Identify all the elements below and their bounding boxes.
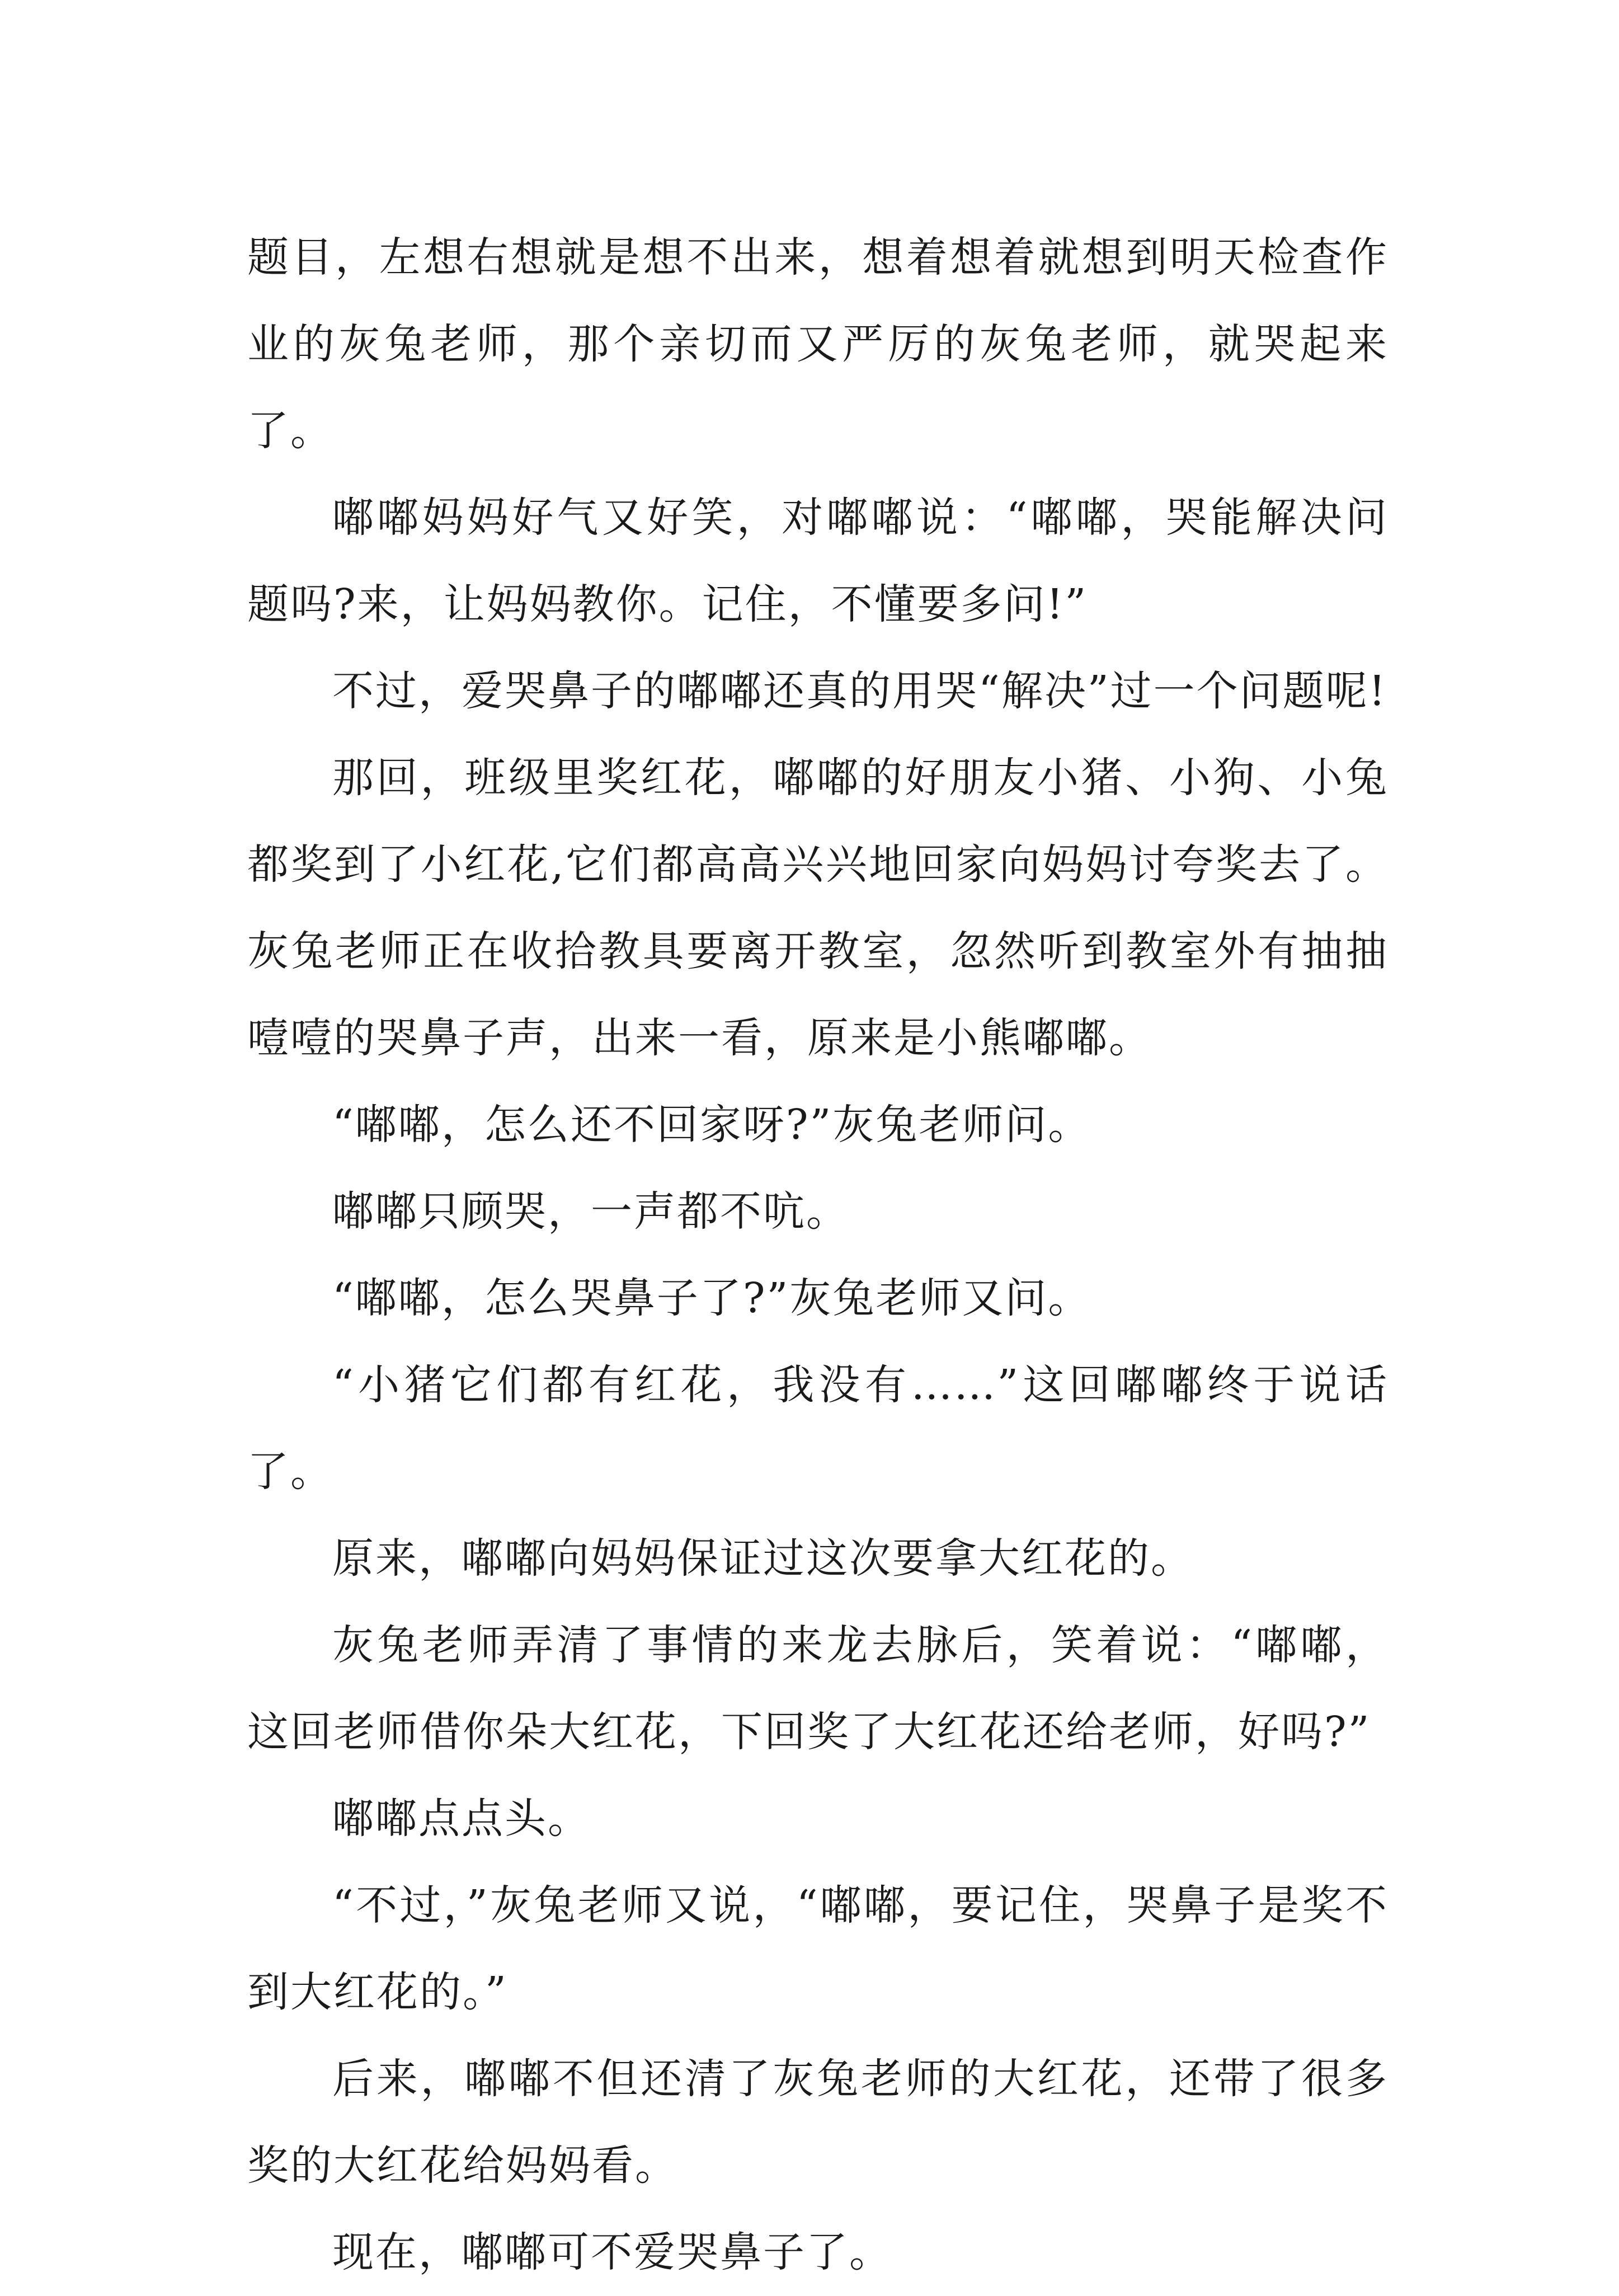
- paragraph-2: 嘟嘟妈妈好气又好笑，对嘟嘟说：“嘟嘟，哭能解决问题吗?来，让妈妈教你。记住，不懂要多问!”: [247, 494, 1389, 628]
- paragraph-1: 题目，左想右想就是想不出来，想着想着就想到明天检查作业的灰兔老师，那个亲切而又严厉的灰兔老师，就哭起来了。: [247, 233, 1389, 455]
- paragraph-12: “不过，”灰兔老师又说，“嘟嘟，要记住，哭鼻子是奖不到大红花的。”: [247, 1881, 1389, 2016]
- paragraph-13: 后来，嘟嘟不但还清了灰兔老师的大红花，还带了很多奖的大红花给妈妈看。: [247, 2055, 1389, 2190]
- paragraph-11: 嘟嘟点点头。: [332, 1795, 591, 1843]
- paragraph-7: “嘟嘟，怎么哭鼻子了?”灰兔老师又问。: [332, 1274, 1091, 1322]
- paragraph-8: “小猪它们都有红花，我没有……”这回嘟嘟终于说话了。: [247, 1361, 1389, 1496]
- paragraph-6: 嘟嘟只顾哭，一声都不吭。: [332, 1187, 849, 1236]
- paragraph-4: 那回，班级里奖红花，嘟嘟的好朋友小猪、小狗、小兔都奖到了小红花,它们都高高兴兴地回家向妈妈讨夸奖去了。灰兔老师正在收拾教具要离开教室，忽然听到教室外有抽抽噎噎的哭鼻子声，出来一看，原来是小熊嘟嘟。: [247, 754, 1389, 1062]
- paragraph-9: 原来，嘟嘟向妈妈保证过这次要拿大红花的。: [332, 1534, 1194, 1583]
- paragraph-3: 不过，爱哭鼻子的嘟嘟还真的用哭“解决”过一个问题呢!: [332, 667, 1387, 715]
- paragraph-10: 灰兔老师弄清了事情的来龙去脉后，笑着说：“嘟嘟，这回老师借你朵大红花，下回奖了大红花还给老师，好吗?”: [247, 1621, 1389, 1756]
- paragraph-5: “嘟嘟，怎么还不回家呀?”灰兔老师问。: [332, 1101, 1091, 1149]
- paragraph-14: 现在，嘟嘟可不爱哭鼻子了。: [332, 2228, 892, 2276]
- story-text: [247, 214, 1389, 2296]
